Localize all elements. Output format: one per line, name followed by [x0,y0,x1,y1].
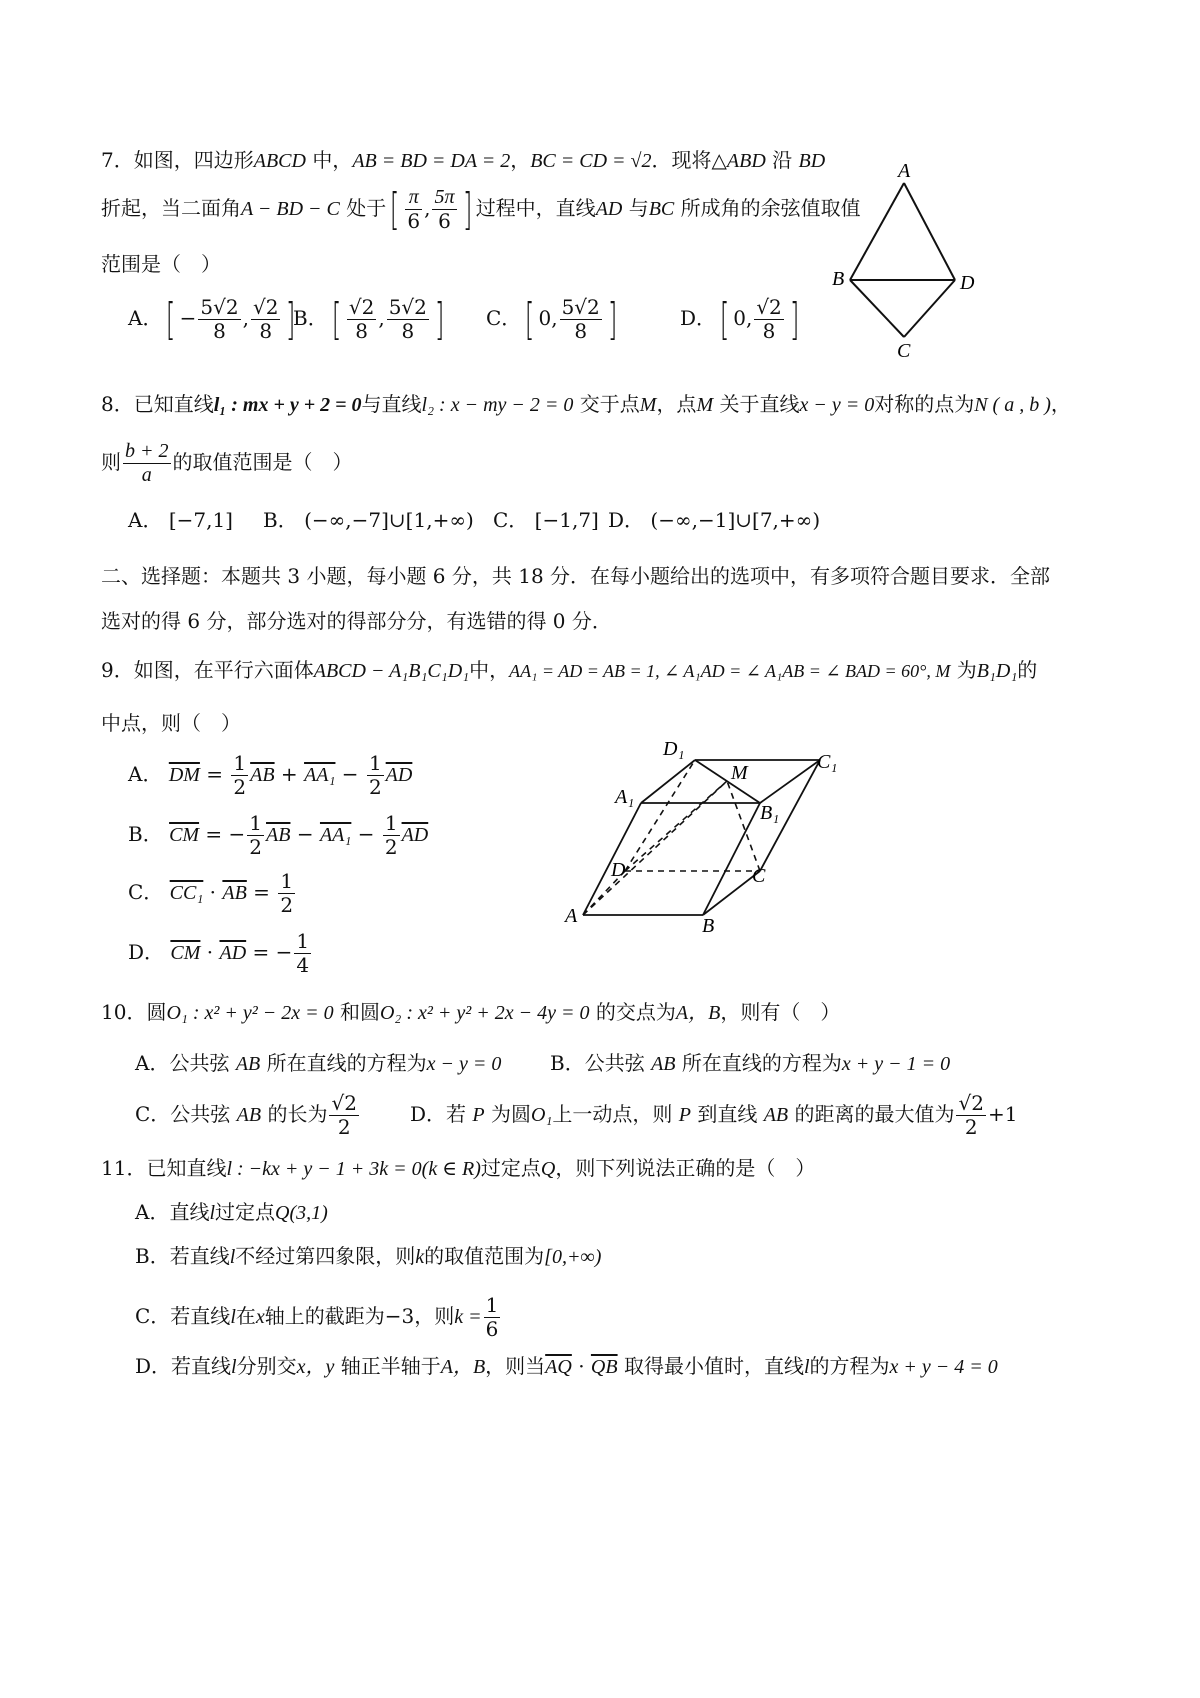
q7-line1: 7．如图，四边形ABCD 中，AB = BD = DA = 2，BC = CD = √2．现将△ABD 沿 BD [101,148,826,172]
q10-line1: 10．圆O₁ : x² + y² − 2x = 0 和圆O₂ : x² + y² + 2x − 4y = 0 的交点为A，B，则有（ ） [101,1000,841,1024]
point-label-a: A [898,160,911,182]
q10-option-a: A．公共弦 AB 所在直线的方程为x − y = 0 [135,1051,502,1075]
q9-option-c: C． $CC_1 \cdot \overline{AB}$ = $\frac{1}{2}$ [128,869,294,917]
point-label-a: A [565,905,578,927]
q11-line1: 11．已知直线l : −kx + y − 1 + 3k = 0(k ∈ R)过定点Q，则下列说法正确的是（ ） [101,1156,816,1180]
q7-option-a: A．[ − $\frac{5√2}{8}$ , $\frac{√2}{8}$ ] [128,293,296,345]
fraction: $\frac{b + 2}{a}$ [125,440,169,486]
q9-option-a: A． $\overline{DM}$ = $\frac{1}{2}$ $\overline{AB} + AA_1$ − $\frac{1}{2}$ $\overline{AD}$ [128,751,413,799]
point-label-d: D [960,272,975,294]
q11-option-b: B．若直线l不经过第四象限，则k的取值范围为[0,+∞) [135,1244,602,1268]
q10-option-b: B．公共弦 AB 所在直线的方程为x + y − 1 = 0 [550,1051,951,1075]
q11-option-d: D．若直线l分别交x，y 轴正半轴于A，B，则当$\overline{AQ} \cdot \overline{QB}$ 取得最小值时，直线l的方程为x + y − 4 = 0 [135,1354,998,1378]
q7-kite-figure [820,155,1010,370]
point-label-c: C [897,340,911,362]
q8-option-d: D． (−∞,−1]∪[7,+∞) [608,508,821,532]
q10-option-c: C．公共弦 AB 的长为 $\frac{√2}{2}$ [135,1091,357,1139]
q7-line2: 折起，当二面角A − BD − C 处于[ $\frac{\pi}{6}$ , $\frac{5\pi}{6}$ ] 过程中，直线AD 与BC 所成角的余弦值取值 [101,183,861,235]
q8-option-c: C． [−1,7] [493,508,599,532]
q8-option-a: A． [−7,1] [128,508,233,532]
q9-parallelepiped-figure [555,735,875,940]
point-label-a1: A₁ [615,786,635,808]
point-label-d: D [611,859,626,881]
q7-line3: 范围是（ ） [101,252,221,276]
q8-line2: 则 $\frac{b + 2}{a}$ 的取值范围是（ ） [101,440,353,486]
q7-option-d: D．[ 0, $\frac{√2}{8}$ ] [680,293,800,345]
q11-option-a: A．直线l过定点Q(3,1) [135,1200,328,1224]
point-label-b1: B₁ [760,802,780,824]
q9-line1: 9．如图，在平行六面体ABCD − A₁B₁C₁D₁中，AA₁ = AD = AB = 1, ∠ A₁AD = ∠ A₁AB = ∠ BAD = 60°, M 为B₁D₁的 [101,658,1038,682]
q9-option-b: B． $\overline{CM}$ = − $\frac{1}{2}$ $\overline{AB} - AA_1$ − $\frac{1}{2}$ $\overline{AD}$ [128,811,429,859]
point-label-c: C [752,865,766,887]
fraction: $\frac{5\pi}{6}$ [434,186,455,233]
fraction: $\frac{\pi}{6}$ [407,186,421,233]
point-label-c1: C₁ [817,751,838,773]
q10-option-d: D．若 P 为圆O₁上一动点，则 P 到直线 AB 的距离的最大值为 $\frac{√2}{2}$ +1 [410,1091,1018,1139]
q11-option-c: C．若直线l在x轴上的截距为−3，则k = $\frac{1}{6}$ [135,1293,499,1341]
q7-option-b: B．[ $\frac{√2}{8}$ , $\frac{5√2}{8}$ ] [293,293,445,345]
point-label-b: B [832,268,845,290]
section2-line1: 二、选择题：本题共 3 小题，每小题 6 分，共 18 分．在每小题给出的选项中，有多项符合题目要求．全部 [101,564,1051,588]
q9-line2: 中点，则（ ） [101,711,241,735]
section2-line2: 选对的得 6 分，部分选对的得部分分，有选错的得 0 分． [101,609,612,633]
q9-option-d: D． $\overline{CM} \cdot \overline{AD}$ = − $\frac{1}{4}$ [128,929,310,977]
point-label-m: M [731,762,748,784]
q8-option-b: B． (−∞,−7]∪[1,+∞) [263,508,474,532]
point-label-b: B [702,915,715,937]
point-label-d1: D₁ [663,738,685,760]
q8-line1: 8．已知直线l₁ : mx + y + 2 = 0与直线l₂ : x − my − 2 = 0 交于点M，点M 关于直线x − y = 0对称的点为N ( a , b )， [101,392,1071,416]
q7-option-c: C．[ 0, $\frac{5√2}{8}$ ] [486,293,618,345]
